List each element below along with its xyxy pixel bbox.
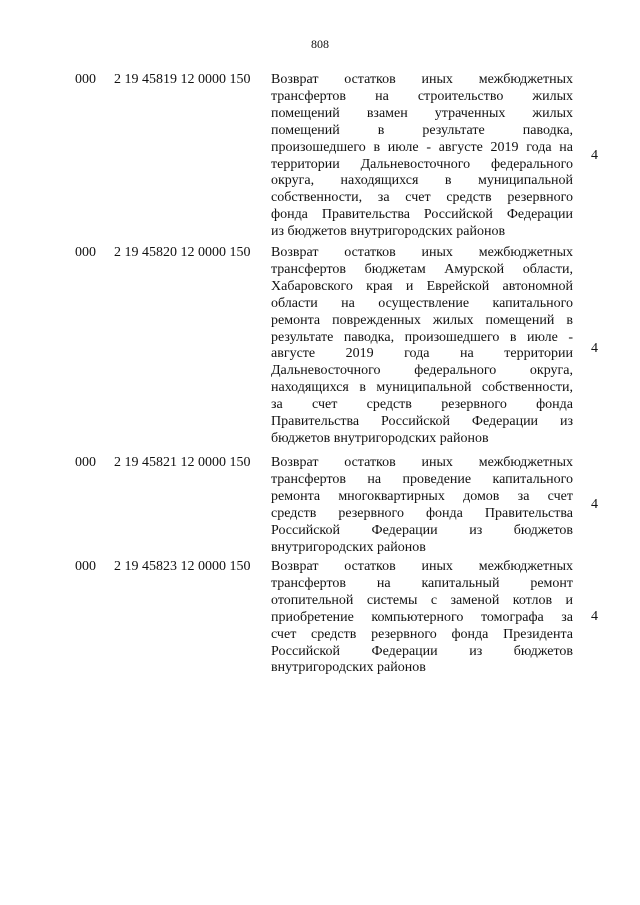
description-line: Российской Федерации из бюджетов bbox=[271, 643, 573, 659]
description-line: средств резервного фонда Правительства bbox=[271, 505, 573, 521]
amount-value: 4 bbox=[591, 609, 598, 624]
description-line: отопительной системы с заменой котлов и bbox=[271, 592, 573, 608]
description-line: произошедшего в июле - августе 2019 года на bbox=[271, 139, 573, 155]
income-description bbox=[271, 455, 573, 556]
description-line: внутригородских районов bbox=[271, 660, 426, 676]
kbk-code: 2 19 45821 12 0000 150 bbox=[114, 455, 251, 470]
description-line: Возврат остатков иных межбюджетных bbox=[271, 559, 573, 574]
description-line: трансфертов на капитальный ремонт bbox=[271, 575, 573, 591]
income-description bbox=[271, 559, 573, 677]
description-line: счет средств резервного фонда Президента bbox=[271, 626, 573, 642]
admin-code: 000 bbox=[75, 245, 96, 260]
amount-value: 4 bbox=[591, 148, 598, 163]
description-line: области на осуществление капитального bbox=[271, 295, 573, 311]
description-line: ремонта поврежденных жилых помещений в bbox=[271, 312, 573, 328]
description-line: Возврат остатков иных межбюджетных bbox=[271, 455, 573, 470]
income-description bbox=[271, 72, 573, 241]
description-line: Возврат остатков иных межбюджетных bbox=[271, 245, 573, 260]
description-line: Хабаровского края и Еврейской автономной bbox=[271, 278, 573, 294]
description-line: трансфертов на проведение капитального bbox=[271, 471, 573, 487]
page-number: 808 bbox=[311, 37, 329, 51]
description-line: помещений в результате паводка, bbox=[271, 122, 573, 138]
description-line: территории Дальневосточного федерального bbox=[271, 156, 573, 172]
description-line: Дальневосточного федерального округа, bbox=[271, 363, 573, 379]
description-line: Правительства Российской Федерации из bbox=[271, 414, 573, 430]
description-line: фонда Правительства Российской Федерации bbox=[271, 207, 573, 223]
description-line: находящихся в муниципальной собственности, bbox=[271, 380, 573, 396]
description-line: внутригородских районов bbox=[271, 539, 426, 555]
description-line: результате паводка, произошедшего в июле - bbox=[271, 329, 573, 345]
kbk-code: 2 19 45819 12 0000 150 bbox=[114, 72, 251, 87]
description-line: округа, находящихся в муниципальной bbox=[271, 173, 573, 189]
description-line: приобретение компьютерного томографа за bbox=[271, 609, 573, 625]
description-line: из бюджетов внутригородских районов bbox=[271, 224, 506, 240]
description-line: за счет средств резервного фонда bbox=[271, 397, 573, 413]
description-line: трансфертов бюджетам Амурской области, bbox=[271, 261, 573, 277]
admin-code: 000 bbox=[75, 559, 96, 574]
description-line: ремонта многоквартирных домов за счет bbox=[271, 488, 573, 504]
description-line: августе 2019 года на территории bbox=[271, 346, 573, 362]
description-line: трансфертов на строительство жилых bbox=[271, 88, 573, 104]
amount-value: 4 bbox=[591, 497, 598, 512]
amount-value: 4 bbox=[591, 341, 598, 356]
description-line: собственности, за счет средств резервного bbox=[271, 190, 573, 206]
admin-code: 000 bbox=[75, 72, 96, 87]
income-description bbox=[271, 245, 573, 448]
description-line: помещений взамен утраченных жилых bbox=[271, 105, 573, 121]
description-line: Возврат остатков иных межбюджетных bbox=[271, 72, 573, 87]
description-line: Российской Федерации из бюджетов bbox=[271, 522, 573, 538]
kbk-code: 2 19 45823 12 0000 150 bbox=[114, 559, 251, 574]
kbk-code: 2 19 45820 12 0000 150 bbox=[114, 245, 251, 260]
admin-code: 000 bbox=[75, 455, 96, 470]
description-line: бюджетов внутригородских районов bbox=[271, 430, 489, 446]
